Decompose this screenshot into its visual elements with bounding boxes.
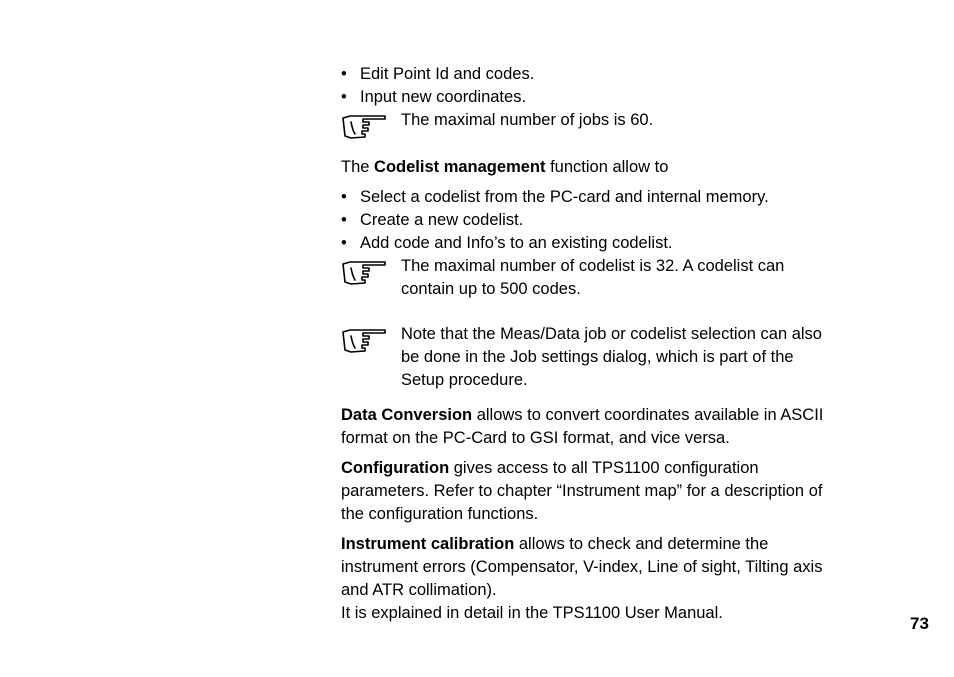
pointing-hand-icon — [341, 323, 401, 359]
note-codelist: The maximal number of codelist is 32. A codelist can contain up to 500 codes. — [341, 255, 901, 301]
list-item: • Create a new codelist. — [341, 211, 524, 229]
note-job-settings: Note that the Meas/Data job or codelist selection can also be done in the Job settings dialog, which is part of the Setup procedure. — [341, 323, 901, 392]
note-jobs: The maximal number of jobs is 60. — [341, 109, 901, 145]
list-item: • Select a codelist from the PC-card and internal memory. — [341, 188, 769, 206]
codelist-bullet-list — [341, 186, 901, 255]
top-bullet-list — [341, 63, 901, 109]
page-content — [341, 63, 901, 625]
list-item: • Edit Point Id and codes. — [341, 65, 535, 83]
pointing-hand-icon — [341, 109, 401, 145]
codelist-intro: The Codelist management function allow to — [341, 158, 669, 176]
configuration-paragraph: Configuration gives access to all TPS1100 configuration parameters. Refer to chapter “Instrument map” for a description of the configuration functions. — [341, 459, 823, 523]
page-number: 73 — [910, 614, 929, 633]
list-item: • Input new coordinates. — [341, 88, 527, 106]
data-conversion-paragraph: Data Conversion allows to convert coordinates available in ASCII format on the PC-Card to GSI format, and vice versa. — [341, 406, 824, 447]
calibration-paragraph: Instrument calibration allows to check and determine the instrument errors (Compensator, V-index, Line of sight, Tilting axis and ATR collimation). It is explained in detail in the TPS1100 User Manual. — [341, 535, 823, 622]
pointing-hand-icon — [341, 255, 401, 291]
list-item: • Add code and Info’s to an existing codelist. — [341, 234, 673, 252]
